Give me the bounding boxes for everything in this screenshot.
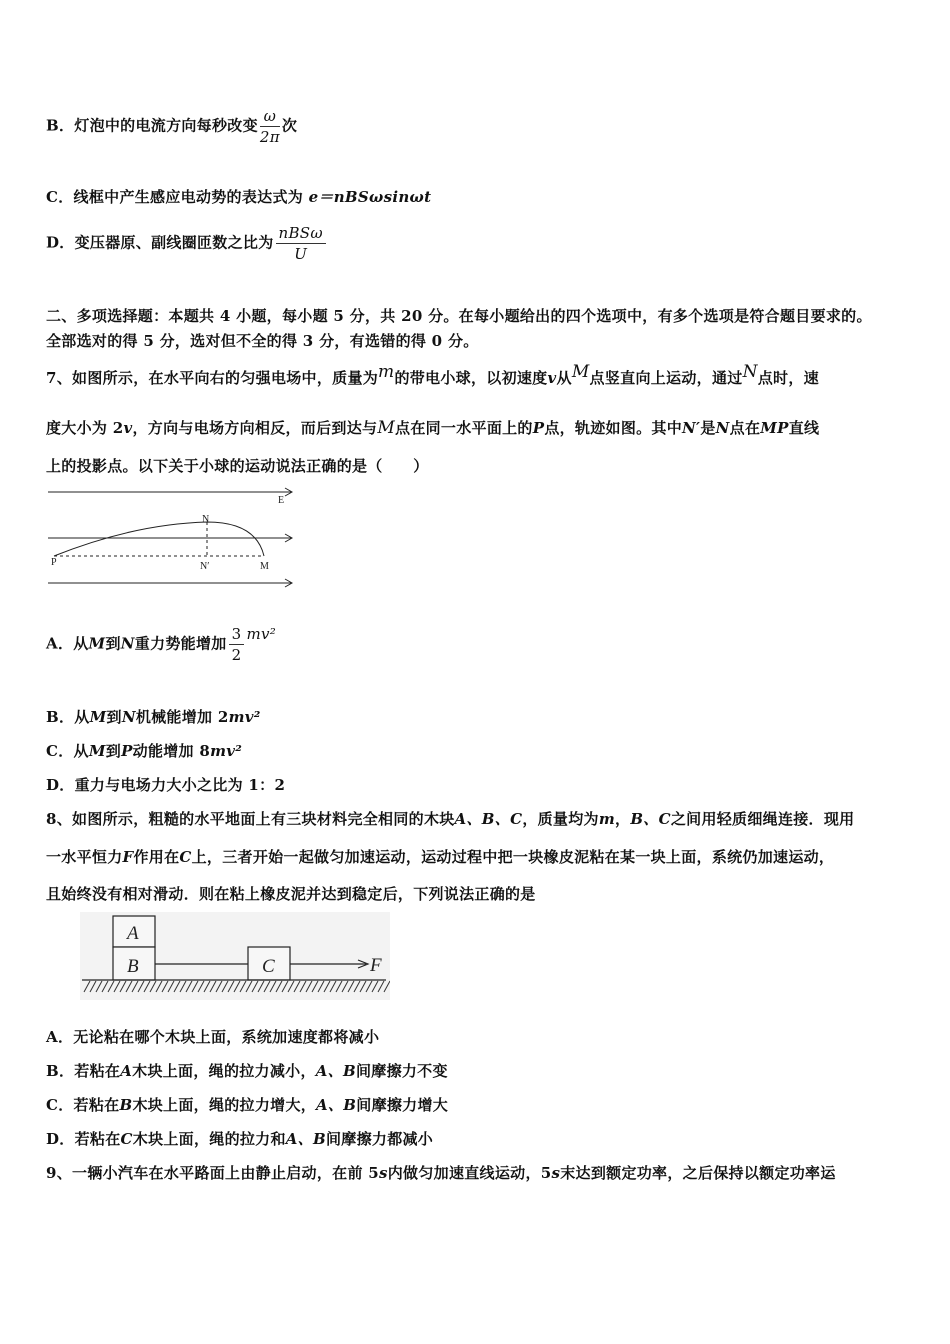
q8-text: ，质量均为 [522, 810, 599, 828]
q6-option-b [46, 106, 297, 147]
label-A: A [127, 923, 139, 944]
q7-text: 点在 [729, 419, 761, 437]
q7-stem-line2 [46, 417, 819, 438]
q8-text: 之间用轻质细绳连接．现用 [670, 810, 855, 828]
frac-denominator: U [294, 245, 308, 263]
option-text: 到 [105, 634, 121, 653]
var-N: N [715, 419, 730, 437]
q7-text: ，方向与电场方向相反，而后到达与 [132, 419, 378, 437]
var-N: N [120, 634, 135, 653]
q7-text: 度大小为 2 [46, 419, 124, 437]
q9-text: 9、一辆小汽车在水平路面上由静止启动，在前 5 [46, 1164, 379, 1182]
option-text: 木块上面，绳的拉力增大， [132, 1096, 317, 1114]
option-text: B．若粘在 [46, 1062, 121, 1080]
option-text: 木块上面，绳的拉力减小， [132, 1062, 316, 1080]
q7-text: 7、如图所示，在水平向右的匀强电场中，质量为 [46, 369, 379, 387]
var-block: A [120, 1062, 133, 1080]
q7-text: 的带电小球，以初速度 [394, 369, 548, 387]
q8-text: 8、如图所示，粗糙的水平地面上有三块材料完全相同的木块 [46, 810, 455, 828]
frac-numerator: 3 [229, 624, 245, 645]
var-M: M [377, 418, 396, 438]
option-text: C．若粘在 [46, 1096, 120, 1114]
q7-option-a-fraction [229, 624, 245, 665]
q7-text: 点时，速 [757, 369, 819, 387]
var-P: P [532, 419, 545, 437]
option-text: 间摩擦力增大 [356, 1096, 449, 1114]
var-MP: MP [760, 419, 789, 437]
var-AB: A、B [285, 1130, 326, 1148]
q7-text: 直线 [788, 419, 820, 437]
q7-trajectory-figure [44, 484, 300, 588]
option-text: 机械能增加 2 [135, 708, 229, 726]
q9-text: 内做匀加速直线运动，5 [387, 1164, 552, 1182]
q6-option-b-fraction [260, 106, 280, 147]
label-N-prime: N′ [200, 561, 210, 572]
q6-option-d-text: D．变压器原、副线圈匝数之比为 [46, 233, 274, 252]
var-m: m [378, 362, 395, 382]
var-P: P [121, 742, 133, 760]
label-B: B [127, 956, 139, 977]
var-block: C [120, 1130, 133, 1148]
option-text: 重力势能增加 [134, 634, 227, 653]
var-M: M [571, 362, 590, 382]
var-AB: A、B [316, 1096, 357, 1114]
label-F: F [370, 955, 382, 976]
q7-stem-line3: 上的投影点。以下关于小球的运动说法正确的是（ ） [46, 457, 429, 475]
var-F: F [122, 848, 134, 866]
option-text: 间摩擦力不变 [355, 1062, 448, 1080]
trajectory-curve [54, 522, 264, 556]
unit-s: s [379, 1164, 388, 1182]
option-text: 动能增加 8 [132, 742, 211, 760]
frac-denominator: 2 [231, 646, 242, 664]
q8-stem-line2 [46, 846, 834, 867]
q8-option-c [46, 1094, 448, 1115]
q7-text: 从 [556, 369, 572, 387]
q6-option-b-text: B．灯泡中的电流方向每秒改变 [46, 116, 258, 135]
q9-text: 末达到额定功率，之后保持以额定功率运 [560, 1164, 836, 1182]
var-N-prime: N′ [682, 419, 701, 437]
label-E: E [278, 495, 285, 506]
var-ABC: A、B、C [454, 810, 523, 828]
var-v: v [547, 369, 557, 387]
frac-denominator: 2π [259, 128, 280, 146]
q7-option-a-formula: mv² [246, 624, 277, 643]
unit-s: s [551, 1164, 561, 1182]
option-text: A．从 [46, 634, 89, 653]
var-M: M [88, 634, 106, 653]
q6-option-b-suffix: 次 [281, 116, 298, 135]
var-M: M [89, 708, 107, 726]
section2-line2: 全部选对的得 5 分，选对但不全的得 3 分，有选错的得 0 分。 [46, 332, 479, 350]
q7-option-c [46, 740, 242, 761]
option-text: 木块上面，绳的拉力和 [132, 1130, 286, 1148]
label-P: P [51, 557, 57, 568]
q8-stem-line1 [46, 808, 854, 829]
option-text: D．若粘在 [46, 1130, 121, 1148]
q8-text: 上，三者开始一起做匀加速运动，运动过程中把一块橡皮泥粘在某一块上面，系统仍加速运动， [191, 848, 835, 866]
q8-option-d [46, 1128, 433, 1149]
frac-numerator: ω [260, 106, 280, 127]
option-formula: mv² [228, 708, 261, 726]
q8-stem-line3: 且始终没有相对滑动．则在粘上橡皮泥并达到稳定后，下列说法正确的是 [46, 885, 536, 903]
q8-option-a: A．无论粘在哪个木块上面，系统加速度都将减小 [46, 1028, 380, 1046]
label-N: N [202, 514, 210, 525]
q7-text: 点竖直向上运动，通过 [589, 369, 743, 387]
var-N: N [742, 362, 758, 382]
q6-option-c [46, 186, 431, 207]
var-N: N [121, 708, 136, 726]
option-text: 间摩擦力都减小 [326, 1130, 434, 1148]
q8-text: ， [615, 810, 631, 828]
q7-stem-line1 [46, 362, 819, 388]
q7-text: 点在同一水平面上的 [395, 419, 533, 437]
q6-option-c-formula: e＝nBSωsinωt [308, 188, 432, 206]
q7-text: 是 [700, 419, 716, 437]
option-text: 到 [105, 742, 122, 760]
q7-option-a [46, 624, 276, 665]
option-text: B．从 [46, 708, 90, 726]
option-text: C．从 [46, 742, 89, 760]
q6-option-d-fraction [276, 223, 326, 264]
var-BC: B、C [630, 810, 671, 828]
q7-text: 点，轨迹如图。其中 [544, 419, 683, 437]
q8-text: 作用在 [133, 848, 180, 866]
var-AB: A、B [315, 1062, 356, 1080]
var-M: M [88, 742, 106, 760]
q6-option-c-text: C．线框中产生感应电动势的表达式为 [46, 188, 309, 206]
label-M: M [260, 561, 269, 572]
q6-option-d [46, 223, 328, 264]
q7-option-b [46, 706, 261, 727]
var-v: v [123, 419, 133, 437]
frac-numerator: nBSω [276, 223, 326, 244]
var-C: C [179, 848, 192, 866]
q8-option-b [46, 1060, 448, 1081]
q8-blocks-figure [80, 912, 390, 1000]
q9-stem-line1 [46, 1162, 836, 1183]
section2-line1: 二、多项选择题：本题共 4 小题，每小题 5 分，共 20 分。在每小题给出的四个选项中，有多个选项是符合题目要求的。 [46, 307, 872, 325]
label-C: C [262, 956, 275, 977]
var-m: m [598, 810, 615, 828]
var-block: B [119, 1096, 133, 1114]
q7-option-d: D．重力与电场力大小之比为 1：2 [46, 776, 286, 794]
option-formula: mv² [210, 742, 243, 760]
option-text: 到 [106, 708, 122, 726]
q8-text: 一水平恒力 [46, 848, 123, 866]
